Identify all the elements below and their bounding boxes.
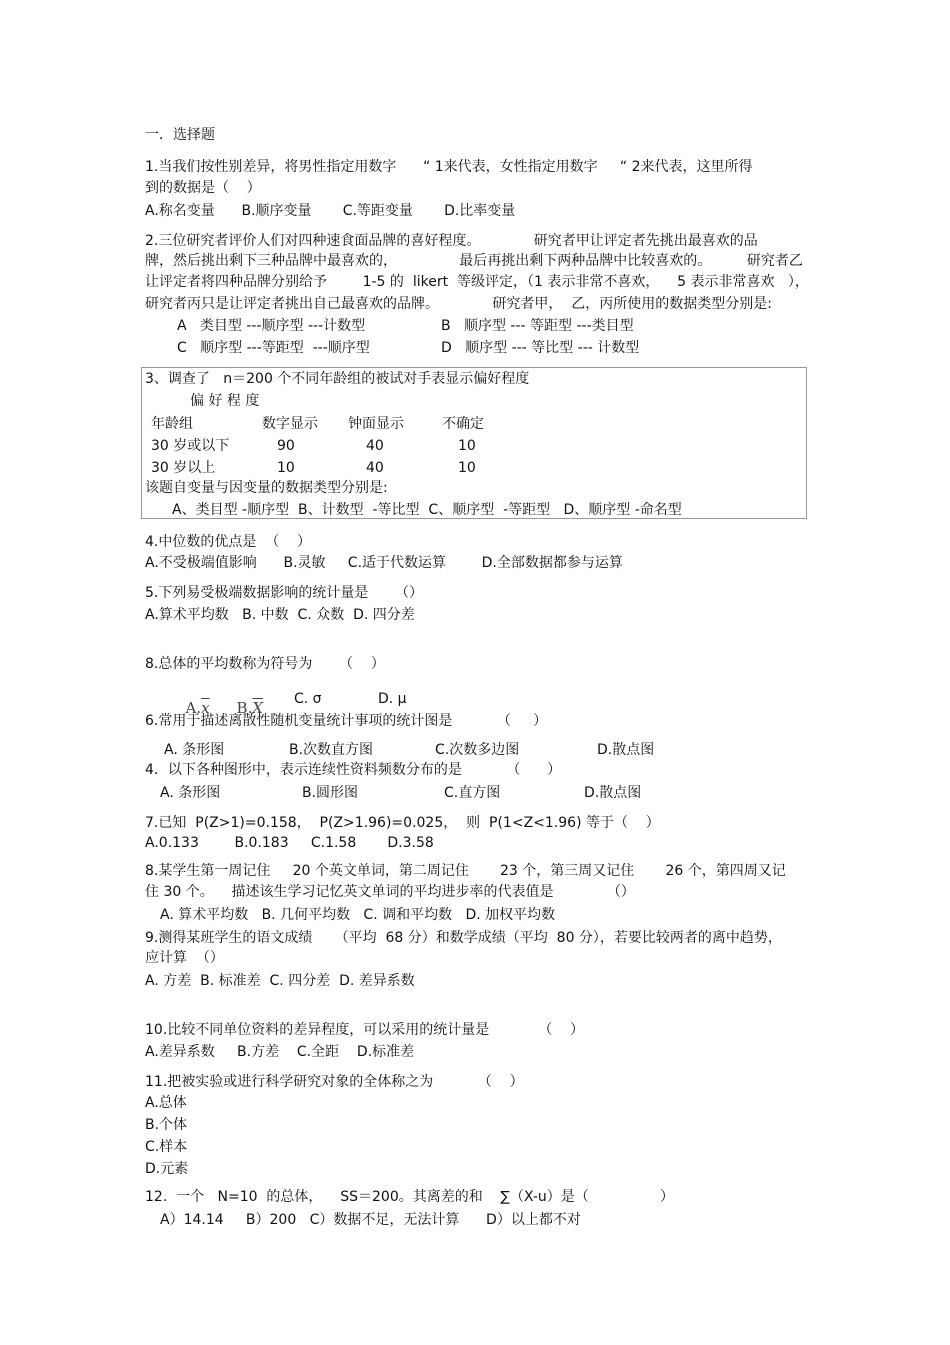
- q8a-option-d: D. μ: [378, 691, 407, 707]
- q11-option-a: A.总体: [145, 1095, 187, 1111]
- q10-options: A.差异系数 B.方差 C.全距 D.标准差: [145, 1044, 415, 1060]
- q7-line1: 7.已知 P(Z>1)=0.158， P(Z>1.96)=0.025， 则 P(1<Z<1.96) 等于（ ）: [145, 815, 660, 831]
- q3-col-unsure: 不确定: [442, 416, 484, 432]
- q2-line3: 让评定者将四种品牌分别给予 1-5 的 likert 等级评定，（1 表示非常不喜欢， 5 表示非常喜欢 ），: [145, 274, 809, 290]
- q2-line4: 研究者丙只是让评定者挑出自己最喜欢的品牌。 研究者甲， 乙，丙所使用的数据类型分别是:: [145, 296, 773, 312]
- q3-row1-digital: 90: [277, 438, 295, 454]
- q9-line1: 9.测得某班学生的语文成绩 （平均 68 分）和数学成绩（平均 80 分），若要比较两者的离中趋势，: [145, 930, 782, 946]
- q12-line1: 12. 一个 N=10 的总体， SS＝200。其离差的和 ∑（X-u）是（ ）: [145, 1189, 674, 1205]
- x-bar-symbol: $\overline{x}$: [201, 699, 210, 717]
- q3-row1-age: 30 岁或以下: [151, 438, 230, 454]
- q11-option-d: D.元素: [145, 1161, 189, 1177]
- q2-option-c: C 顺序型 ---等距型 ---顺序型: [177, 340, 370, 356]
- q1-line2: 到的数据是（ ）: [145, 180, 261, 196]
- q3-row2-digital: 10: [277, 460, 295, 476]
- q4b-option-c: C.直方图: [444, 785, 501, 801]
- q10-line1: 10.比较不同单位资料的差异程度，可以采用的统计量是 （ ）: [145, 1022, 585, 1038]
- q3-row2-unsure: 10: [458, 460, 476, 476]
- q3-header-preference: 偏 好 程 度: [190, 393, 260, 409]
- q3-col-age: 年龄组: [151, 416, 193, 432]
- q2-option-a: A 类目型 ---顺序型 ---计数型: [177, 318, 366, 334]
- q3-col-dial: 钟面显示: [348, 416, 404, 432]
- q9-line2: 应计算 （）: [145, 950, 224, 966]
- q8a-line1: 8.总体的平均数称为符号为 （ ）: [145, 656, 385, 672]
- q2-option-b: B 顺序型 --- 等距型 ---类目型: [441, 318, 634, 334]
- q3-options: A、类目型 -顺序型 B、计数型 -等比型 C、顺序型 -等距型 D、顺序型 -命名型: [172, 502, 682, 518]
- q3-row1-unsure: 10: [458, 438, 476, 454]
- q1-line1: 1.当我们按性别差异，将男性指定用数字 “ 1来代表，女性指定用数字 “ 2来代表，这里所得: [145, 159, 753, 175]
- section-title: 一．选择题: [145, 127, 215, 143]
- q11-line1: 11.把被实验或进行科学研究对象的全体称之为 （ ）: [145, 1074, 524, 1090]
- q5-line1: 5.下列易受极端数据影响的统计量是 （）: [145, 585, 424, 601]
- q11-option-c: C.样本: [145, 1139, 188, 1155]
- q9-options: A. 方差 B. 标准差 C. 四分差 D. 差异系数: [145, 973, 415, 989]
- q6-line1: 6.常用于描述离散性随机变量统计事项的统计图是 （ ）: [145, 713, 548, 729]
- q5-options: A.算术平均数 B. 中数 C. 众数 D. 四分差: [145, 607, 415, 623]
- q8a-option-b-prefix: B.: [236, 699, 253, 717]
- capital-x-bar-symbol: $\overline{X}$: [252, 699, 264, 717]
- q3-line1: 3、调查了 n＝200 个不同年龄组的被试对手表显示偏好程度: [145, 371, 530, 387]
- q6-option-a: A. 条形图: [164, 742, 225, 758]
- q7-options: A.0.133 B.0.183 C.1.58 D.3.58: [145, 835, 434, 851]
- q8-options: A. 算术平均数 B. 几何平均数 C. 调和平均数 D. 加权平均数: [160, 907, 556, 923]
- q2-option-d: D 顺序型 --- 等比型 --- 计数型: [441, 340, 640, 356]
- q2-line1: 2.三位研究者评价人们对四种速食面品牌的喜好程度。 研究者甲让评定者先挑出最喜欢的品: [145, 233, 758, 249]
- q6-option-d: D.散点图: [597, 742, 655, 758]
- q3-question: 该题自变量与因变量的数据类型分别是:: [145, 480, 388, 496]
- q8-line1: 8.某学生第一周记住 20 个英文单词，第二周记住 23 个，第三周又记住 26 个，第四周又记: [145, 863, 786, 879]
- q6-option-c: C.次数多边图: [435, 742, 520, 758]
- q4b-option-a: A. 条形图: [160, 785, 221, 801]
- q8a-option-a-prefix: A.: [185, 699, 202, 717]
- q3-row1-dial: 40: [366, 438, 384, 454]
- q11-option-b: B.个体: [145, 1117, 188, 1133]
- q4-line1: 4.中位数的优点是 （ ）: [145, 534, 312, 550]
- q2-line2: 牌，然后挑出剩下三种品牌中最喜欢的， 最后再挑出剩下两种品牌中比较喜欢的。 研究者乙: [145, 253, 803, 269]
- q3-row2-dial: 40: [366, 460, 384, 476]
- q4b-option-d: D.散点图: [584, 785, 642, 801]
- q12-options: A）14.14 B）200 C）数据不足，无法计算 D）以上都不对: [160, 1212, 581, 1228]
- q3-row2-age: 30 岁以上: [151, 460, 216, 476]
- q4-options: A.不受极端值影响 B.灵敏 C.适于代数运算 D.全部数据都参与运算: [145, 555, 623, 571]
- q1-options: A.称名变量 B.顺序变量 C.等距变量 D.比率变量: [145, 203, 516, 219]
- q6-option-b: B.次数直方图: [289, 742, 374, 758]
- q8a-option-c: C. σ: [294, 691, 322, 707]
- q3-col-digital: 数字显示: [262, 416, 318, 432]
- q4b-line1: 4．以下各种图形中，表示连续性资料频数分布的是 （ ）: [145, 762, 562, 778]
- q8-line2: 住 30 个。 描述该生学习记忆英文单词的平均进步率的代表值是 （）: [145, 884, 635, 900]
- q4b-option-b: B.圆形图: [302, 785, 359, 801]
